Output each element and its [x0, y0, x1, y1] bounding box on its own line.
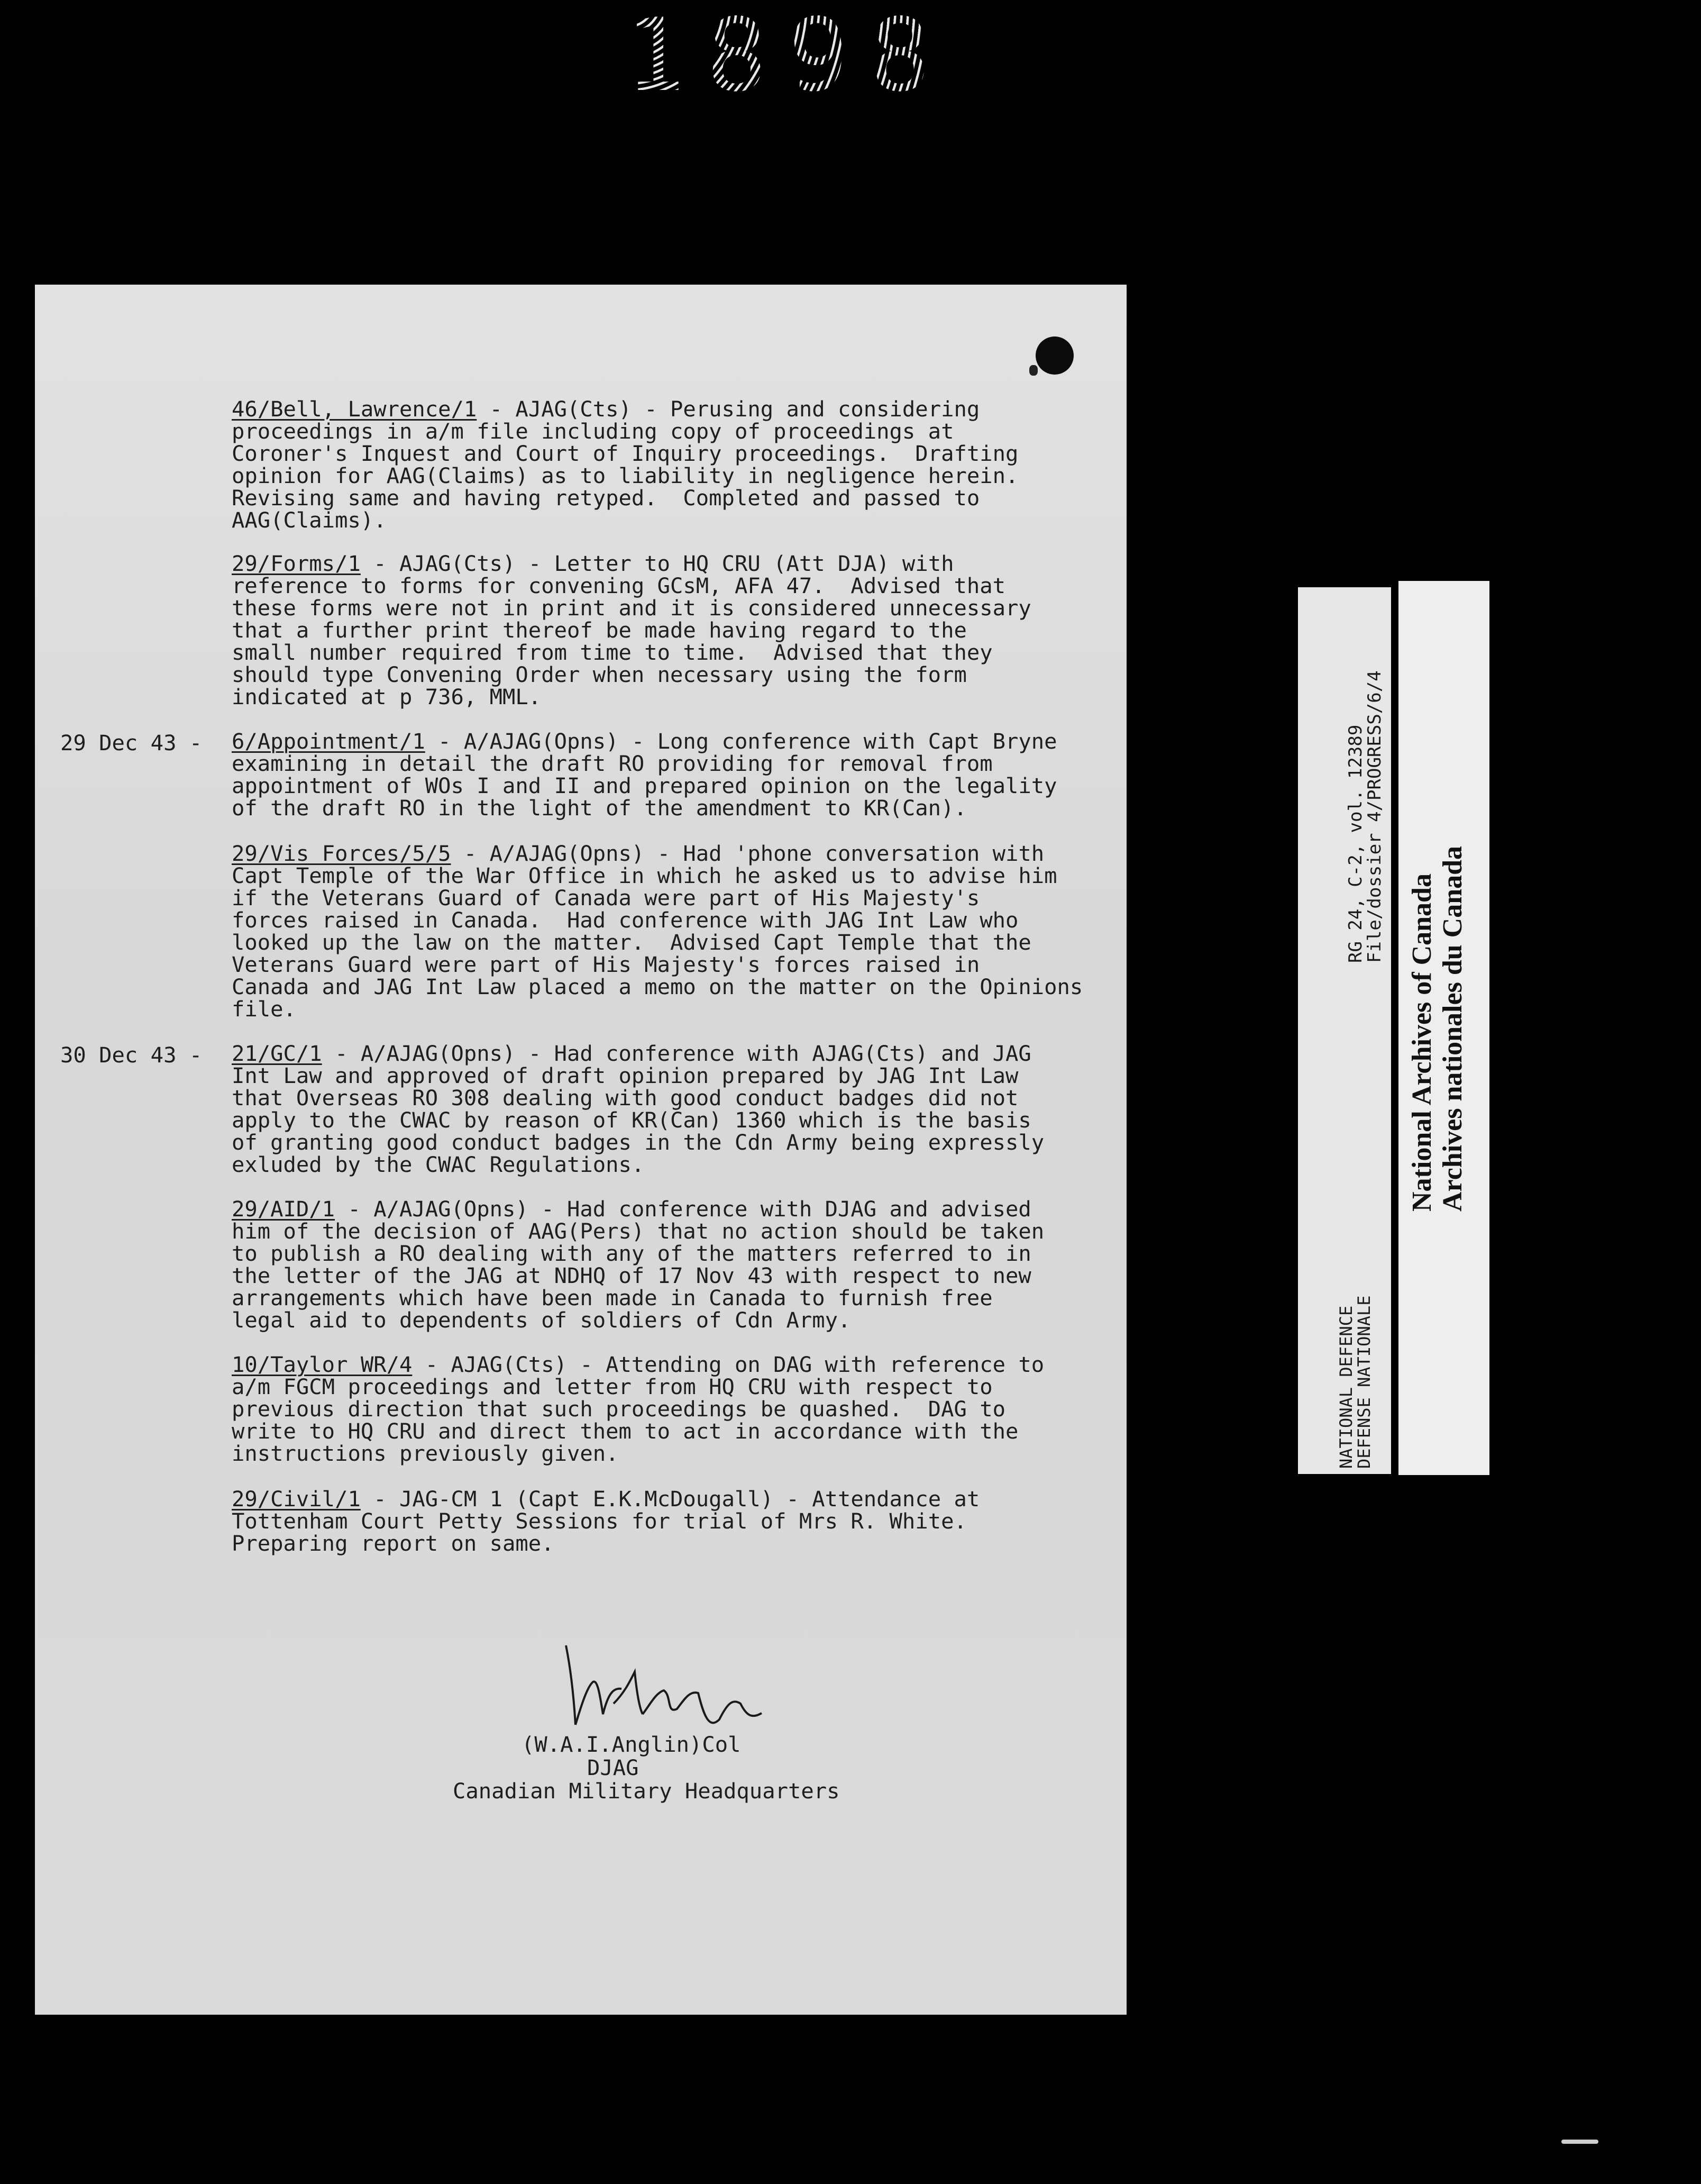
signature-title: DJAG [587, 1755, 639, 1780]
entry-appointment: 6/Appointment/1 - A/AJAG(Opns) - Long conference with Capt Bryne examining in detail the draft RO providing for removal from appointment of WOs I and II and prepared opinion on the legality of the draft RO in the light of the amendment to KR(Can). [232, 729, 1057, 821]
entry-bell: 46/Bell, Lawrence/1 - AJAG(Cts) - Perusing and considering proceedings in a/m file including copy of proceedings at Coroner's Inquest and Court of Inquiry proceedings. Drafting opinion for AAG(Claims) as to liability in negligence herein. Revising same and having retyped. Completed and passed to AAG(Claims). [232, 396, 1019, 533]
signature-org: Canadian Military Headquarters [453, 1778, 840, 1804]
entry-date: 30 Dec 43 - [60, 1042, 203, 1068]
entry-taylor: 10/Taylor WR/4 - AJAG(Cts) - Attending on DAG with reference to a/m FGCM proceedings and letter from HQ CRU with respect to previous direction that such proceedings be quashed. DAG to write to HQ CRU and direct them to act in accordance with the instructions previously given. [232, 1352, 1045, 1466]
entry-aid: 29/AID/1 - A/AJAG(Opns) - Had conference with DJAG and advised him of the decision of AAG(Pers) that no action should be taken to publish a RO dealing with any of the matters referred to in the letter of the JAG at NDHQ of 17 Nov 43 with respect to new arrangements which have been made in Canada to furnish free legal aid to dependents of soldiers of Cdn Army. [232, 1196, 1045, 1333]
entry-vis-forces: 29/Vis Forces/5/5 - A/AJAG(Opns) - Had 'phone conversation with Capt Temple of the War Office in which he asked us to advise him if the Veterans Guard of Canada were part of His Majesty's forces raised in Canada. Had conference with JAG Int Law who looked up the law on the matter. Advised Capt Temple that the Veterans Guard were part of His Majesty's forces raised in Canada and JAG Int Law placed a memo on the matter on the Opinions file. [232, 841, 1083, 1022]
archives-name: National Archives of Canada Archives nationales du Canada [1407, 845, 1468, 1212]
ink-mark [1029, 365, 1038, 376]
department-label: NATIONAL DEFENCE DEFENSE NATIONALE [1336, 1295, 1374, 1469]
entry-forms: 29/Forms/1 - AJAG(Cts) - Letter to HQ CRU (Att DJA) with reference to forms for convening GCsM, AFA 47. Advised that these forms were not in print and it is considered unnecessary that a further print thereof be made having regard to the small number required from time to time. Advised that they should type Convening Order when necessary using the form indicated at p 736, MML. [232, 551, 1031, 709]
entry-date: 29 Dec 43 - [60, 730, 203, 756]
handwritten-signature [550, 1640, 772, 1746]
signature-name: (W.A.I.Anglin)Col [522, 1732, 741, 1757]
microfilm-frame-number: 1898 [598, 0, 978, 111]
entry-civil: 29/Civil/1 - JAG-CM 1 (Capt E.K.McDougall) - Attendance at Tottenham Court Petty Sessions for trial of Mrs R. White. Preparing report on same. [232, 1486, 980, 1556]
edge-mark [1561, 2140, 1598, 2144]
entry-gc: 21/GC/1 - A/AJAG(Opns) - Had conference with AJAG(Cts) and JAG Int Law and approved of draft opinion prepared by JAG Int Law that Overseas RO 308 dealing with good conduct badges did not apply to the CWAC by reason of KR(Can) 1360 which is the basis of granting good conduct badges in the Cdn Army being expressly exluded by the CWAC Regulations. [232, 1041, 1045, 1177]
punch-hole [1036, 336, 1074, 375]
archive-reference: RG 24, C-2, vol. 12389 File/dossier 4/PROGRESS/6/4 [1345, 670, 1385, 963]
